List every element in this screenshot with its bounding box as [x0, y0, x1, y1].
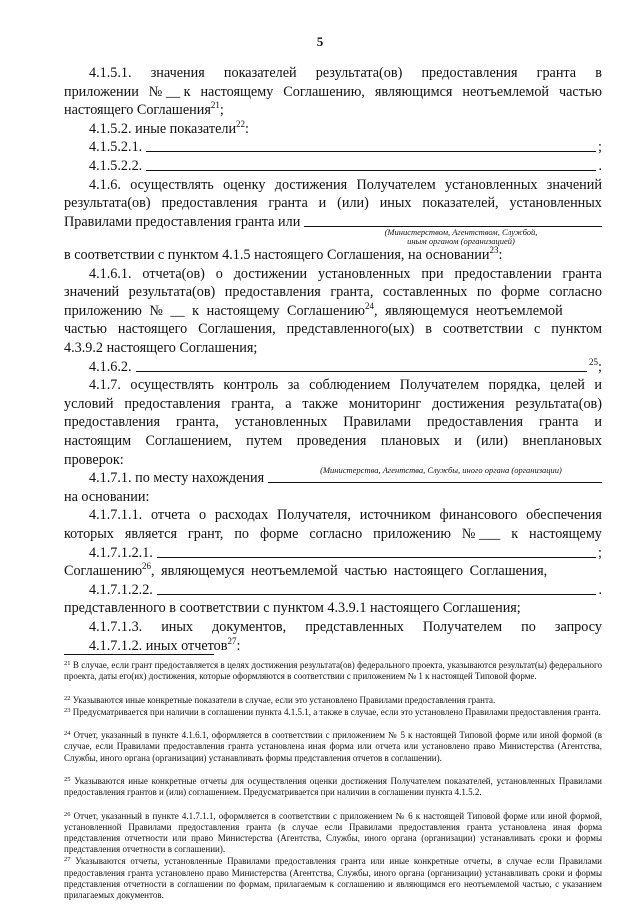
text-line: [89, 120, 602, 138]
line-text: в соответствии с пунктом 4.1.5 настоящего Соглашения, на основании: [64, 247, 490, 263]
word: результата(ов): [128, 284, 216, 301]
word: являющимся: [374, 83, 453, 100]
word: Правилами: [343, 414, 412, 431]
footnote-text: Предусматривается при наличии в соглашении пункта 4.1.5.1, а также в случае, если это установлено Правилами предоставления гранта.: [70, 706, 601, 717]
word: предоставления: [64, 414, 161, 431]
word: 4.1.6.: [89, 176, 121, 193]
field-hint: иным органом (организацией): [407, 236, 515, 246]
item-label: 4.1.5.2.2.: [89, 158, 143, 174]
text-line: 4.3.9.2 настоящего Соглашения;: [64, 340, 258, 356]
footnote-number: 21: [64, 660, 71, 667]
word: достижении: [233, 265, 308, 282]
word: гранта,: [175, 414, 219, 431]
word: предоставления: [224, 284, 321, 301]
word: результата(ов): [64, 195, 151, 212]
text-line: [64, 413, 602, 431]
punctuation: :: [236, 637, 241, 654]
blank-field: [157, 544, 596, 558]
word: гранта: [268, 195, 308, 212]
word: согласно: [549, 284, 602, 301]
word: гранта: [536, 65, 577, 81]
text-line: [89, 637, 602, 655]
word: № ___: [461, 526, 501, 542]
blank-line: [89, 581, 602, 599]
word: значений: [64, 284, 120, 301]
word: условий: [64, 395, 114, 412]
footnote: [64, 811, 602, 856]
word: и: [594, 377, 602, 394]
footnote-text: Указываются отчеты, установленные Правилами предоставления гранта или иные конкретные отчеты, в случае если Правилами предоставления гранта установлено право Министерства (Агентства, Службы, иного органа (организации) устанавливать сроки и формы представления отчетности в соглашении по формам, прилагаемым к соглашению и являющимся его неотъемлемой частью, с указанием прилагаемых документов.: [64, 856, 602, 900]
word: значения: [150, 65, 205, 81]
word: по: [521, 619, 536, 635]
word: неотъемлемой: [462, 83, 550, 100]
word: по: [476, 284, 492, 301]
text-line: [64, 432, 602, 450]
text-line: [64, 283, 602, 301]
word: гранта,: [231, 395, 275, 412]
word: установленных: [509, 195, 602, 212]
word: источником: [359, 507, 431, 524]
text-line: представленного в соответствии с пунктом 4.3.9.1 настоящего Соглашения;: [64, 600, 521, 617]
word: за: [287, 377, 300, 394]
punctuation: ;: [598, 139, 602, 156]
word: внеплановых: [522, 433, 602, 449]
footnote: [64, 776, 602, 798]
word: отчета: [150, 507, 191, 524]
text-line: [64, 302, 602, 320]
footnote: [64, 856, 602, 901]
punctuation: ;: [598, 544, 602, 561]
footnote-number: 24: [64, 730, 71, 738]
word: (или): [337, 195, 369, 212]
word: осуществлять: [130, 176, 214, 193]
word: результата(ов): [515, 395, 602, 412]
page-number: 5: [316, 34, 324, 49]
word: обеспечения: [526, 507, 602, 524]
text-line: [64, 320, 602, 338]
punctuation: :: [498, 247, 503, 263]
word: представленных: [305, 619, 404, 635]
word: при: [421, 265, 444, 282]
word: предоставления: [427, 414, 524, 431]
footnote-ref: 24: [365, 300, 375, 311]
footnote-number: 25: [64, 776, 71, 783]
word: контроль: [223, 377, 279, 394]
word: предоставлении: [454, 265, 552, 282]
word: № __ к: [148, 83, 191, 100]
text-line: [64, 562, 602, 580]
word: соблюдением: [309, 377, 391, 394]
footnote-text: В случае, если грант предоставляется в целях достижения результата(ов) федерального проекта, указываются результат(ы) федерального проекта, даты его(их) достижения, которые оформляются в соответствии с приложением № 1 к настоящей Типовой форме.: [64, 660, 602, 682]
text-line: [64, 395, 602, 413]
word: настоящему: [200, 83, 274, 100]
word: установленных: [234, 414, 328, 431]
word: и: [454, 433, 462, 449]
item-label: 4.1.7.1.2.2.: [89, 581, 153, 598]
word: настоящему: [529, 526, 602, 542]
word: достижения: [274, 176, 348, 193]
word: Получателя,: [276, 507, 351, 524]
word: документов,: [212, 619, 287, 635]
text-line: [64, 525, 602, 543]
blank-line: [89, 157, 602, 175]
word: гранта,: [330, 284, 374, 301]
footnote-ref: 27: [227, 635, 237, 646]
footnote: [64, 707, 602, 718]
text-line: [89, 618, 602, 636]
word: достижения: [432, 395, 505, 412]
text-line: [89, 176, 602, 194]
word: также: [302, 395, 338, 412]
word: плановых: [380, 433, 440, 449]
word: порядка,: [488, 377, 541, 394]
item-label: 4.1.6.2.: [89, 358, 132, 375]
word: форме: [501, 284, 540, 301]
word: представленного(ых): [286, 321, 415, 338]
word: 4.1.6.1.: [89, 265, 132, 282]
word: и: [318, 195, 327, 212]
field-hint: (Министерством, Агентством, Службой,: [384, 227, 538, 237]
text-line: [64, 101, 602, 119]
word: предоставления: [124, 395, 221, 412]
word: к: [511, 526, 519, 542]
word: о: [215, 265, 223, 282]
blank-field: [304, 213, 602, 227]
word: показателей: [223, 65, 297, 81]
footnote-number: 26: [64, 810, 71, 818]
word: пунктом: [551, 321, 602, 338]
blank-field: [146, 157, 596, 171]
line-text: 4.1.7.1. по месту нахождения: [89, 470, 265, 487]
word: запросу: [554, 619, 602, 635]
punctuation: ;: [598, 358, 602, 375]
word: а: [285, 395, 292, 412]
punctuation: .: [598, 581, 602, 598]
word: установленных: [445, 176, 538, 193]
word: Соглашения,: [198, 321, 276, 338]
word: показателей,: [422, 195, 499, 212]
word: оценку: [223, 176, 266, 193]
footnote: [64, 695, 602, 706]
footnote-ref: 25: [589, 356, 599, 367]
text-line: [64, 246, 602, 264]
footnote-number: 22: [64, 694, 71, 702]
text-line: на основании:: [64, 488, 150, 505]
line-text: , являющемуся неотъемлемой: [374, 302, 563, 319]
blank-field: [157, 581, 597, 595]
word: форме: [259, 526, 299, 542]
word: Получателем: [399, 377, 480, 394]
footnote-text: Указываются иные конкретные отчеты для осуществления оценки достижения Получателем показателей, установленных Правилами предоставления грантов и (или) соглашением. Предусматривается при наличии в соглашении пункта 4.1.5.2.: [64, 776, 602, 798]
blank-line: [89, 138, 602, 156]
word: 4.1.7.1.3.: [89, 619, 143, 635]
word: грант,: [187, 526, 224, 542]
word: гранта: [562, 265, 602, 282]
text-line: [89, 265, 602, 283]
word: предоставления: [421, 65, 518, 81]
word: предоставления: [161, 195, 258, 212]
footnote: [64, 660, 602, 682]
punctuation: .: [598, 158, 602, 174]
word: проведения: [296, 433, 367, 449]
footnote-text: Отчет, указанный в пункте 4.1.7.1.1, оформляется в соответствии с приложением № 6 к настоящей Типовой форме или иной формой, установленной Правилами предоставления гранта (в случае если Правилами предоставления гранта установлена иная форма представления отчетности или право Министерства (Агентства, Службы, иного органа (организации) устанавливать сроки и формы представления отчетности в соглашении).: [64, 810, 602, 855]
word: согласно: [309, 526, 363, 542]
word: в: [595, 65, 602, 81]
word: о: [198, 507, 207, 524]
word: Получателем: [422, 619, 503, 635]
text-line: [89, 64, 602, 82]
footnote-separator: [64, 654, 214, 655]
word: расходах: [214, 507, 269, 524]
word: которых: [64, 526, 114, 542]
line-text: 4.1.7.1.2. иных отчетов: [89, 637, 228, 654]
item-label: 4.1.5.2.1.: [89, 139, 143, 156]
footnote-ref: 26: [142, 561, 152, 572]
line-text: настоящего Соглашения: [64, 102, 211, 119]
word: 4.1.7.: [89, 377, 121, 394]
word: соответствии: [442, 321, 524, 338]
line-text: , являющемуся неотъемлемой частью настоящего Соглашения,: [151, 563, 548, 580]
word: значений: [546, 176, 602, 193]
punctuation: :: [245, 120, 249, 137]
word: Получателем: [356, 176, 436, 193]
blank-line: [89, 358, 602, 376]
text-line: проверок:: [64, 451, 124, 468]
footnote-number: 27: [64, 856, 71, 864]
blank-line: [89, 544, 602, 562]
word: приложению: [373, 526, 451, 542]
word: является: [124, 526, 177, 542]
word: настоящим: [64, 433, 132, 449]
line-text: Правилами предоставления гранта или: [64, 213, 301, 230]
word: иных: [161, 619, 194, 635]
footnote-number: 23: [64, 706, 71, 714]
blank-field: [146, 138, 596, 152]
word: финансового: [439, 507, 518, 524]
word: настоящего: [117, 321, 188, 338]
line-text: 4.1.5.2. иные показатели: [89, 120, 237, 137]
text-line: [64, 194, 602, 212]
word: результата(ов): [315, 65, 403, 81]
word: в: [425, 321, 432, 338]
word: частью: [64, 321, 107, 338]
footnote-text: Отчет, указанный в пункте 4.1.6.1, оформляется в соответствии с приложением № 5 к настоящей Типовой форме или иной формой (в случае, если Правилами предоставления гранта установлена иная форма или отчета или установлено право Министерства (Агентства, Службы, иного органа (организации) устанавливать формы представления отчетов в соглашении).: [64, 730, 602, 763]
word: Соглашению,: [283, 83, 365, 100]
word: путем: [246, 433, 283, 449]
footnote: [64, 730, 602, 764]
word: гранта: [538, 414, 579, 431]
blank-field: [136, 358, 587, 372]
word: целей: [550, 377, 585, 394]
text-line: [89, 376, 602, 394]
word: частью: [558, 83, 602, 100]
word: мониторинг: [348, 395, 422, 412]
word: 4.1.5.1.: [89, 65, 132, 81]
word: Соглашением,: [145, 433, 232, 449]
footnote-ref: 23: [489, 245, 499, 255]
word: и: [594, 414, 602, 431]
item-label: 4.1.7.1.2.1.: [89, 544, 153, 561]
word: 4.1.7.1.1.: [89, 507, 143, 524]
field-hint: (Министерства, Агентства, Службы, иного органа (организации): [320, 465, 562, 475]
word: с: [533, 321, 541, 338]
word: установленных: [318, 265, 411, 282]
word: по: [234, 526, 250, 542]
word: (или): [476, 433, 508, 449]
word: приложении: [64, 83, 139, 100]
punctuation: ;: [219, 102, 224, 119]
line-text: приложению № __ к настоящему Соглашению: [64, 302, 366, 319]
word: иных: [379, 195, 412, 212]
footnote-ref: 22: [236, 118, 246, 129]
text-line: [89, 506, 602, 524]
footnote-text: Указываются иные конкретные показатели в случае, если это установлено Правилами предоставления гранта.: [70, 694, 496, 705]
word: осуществлять: [130, 377, 214, 394]
line-text: Соглашению: [64, 563, 143, 580]
word: составленных: [382, 284, 468, 301]
text-line: [64, 83, 602, 101]
word: отчета(ов): [142, 265, 205, 282]
footnote-ref: 21: [210, 100, 220, 111]
